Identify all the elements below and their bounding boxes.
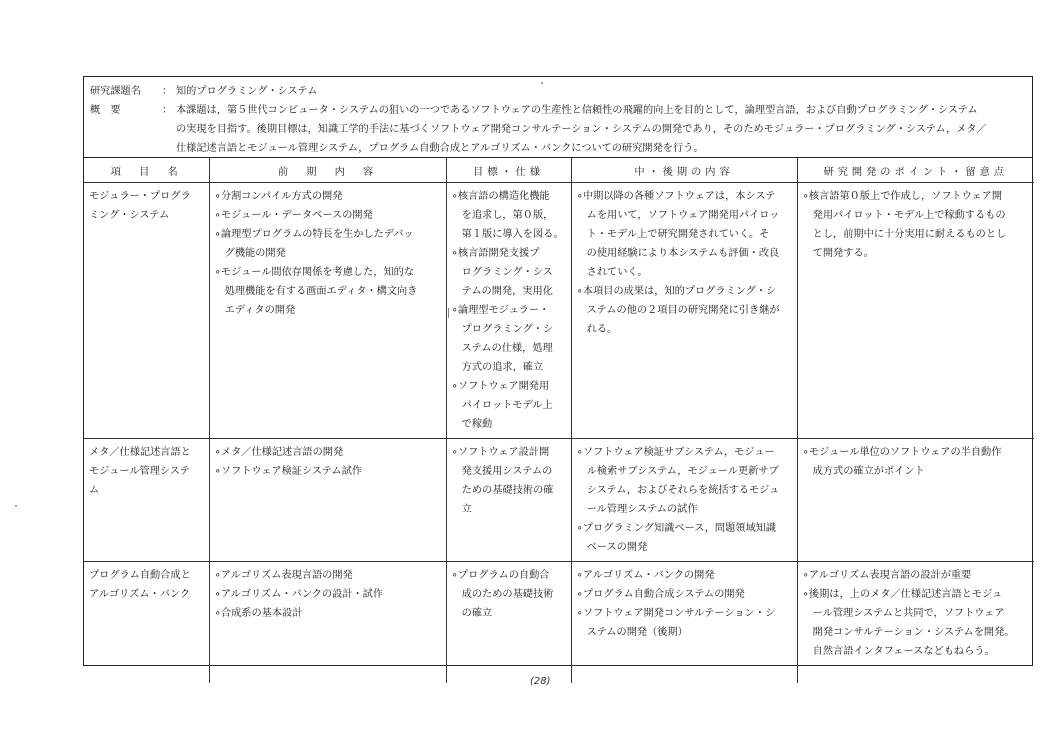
item-name-line: モジュール管理システ [89, 466, 190, 477]
cell-text-line: ∘核言語開発支援プ [451, 248, 540, 259]
cell-text-line: ログラミング・シス [451, 267, 553, 278]
cell-text-line: テムの開発，実用化 [451, 286, 553, 297]
cell-text-line: 成方式の確立がポイント [802, 466, 925, 477]
cell-item [84, 439, 209, 562]
cell-text-line: ∘本項目の成果は，知的プログラミング・シ [576, 286, 777, 297]
table-row [84, 183, 1034, 439]
cell-text-line: されていく。 [576, 267, 648, 278]
cell-text-line: ∘中期以降の各種ソフトウェアは，本システ [576, 191, 776, 202]
cell-points [797, 183, 1034, 439]
item-name-line: ム [89, 485, 100, 496]
cell-text-line: ∘モジュール・データベースの開発 [214, 210, 373, 221]
cell-text-line: 成のための基礎技術 [451, 589, 554, 600]
page-number: (28) [530, 676, 551, 687]
cell-text-line: ∘分割コンパイル方式の開発 [214, 191, 343, 202]
cell-text-line: 第１版に導入を図る。 [451, 229, 564, 240]
cell-text-line: 発用パイロット・モデル上で稼動するもの [802, 210, 1006, 221]
cell-text-line: エディタの開発 [214, 305, 296, 316]
cell-text-line: ∘アルゴリズム表現言語の開発 [214, 570, 353, 581]
column-header-points: 研究開発のポイント・留意点 [797, 158, 1034, 183]
cell-early [209, 562, 446, 683]
item-name-line: モジュラー・プログラ [89, 191, 191, 202]
cell-text-line: ための基礎技術の確 [451, 485, 554, 496]
cell-text-line: ∘メタ／仕様記述言語の開発 [214, 447, 344, 458]
summary-label: 概 要 [90, 105, 121, 116]
cell-text-line: ル検索サブシステム，モジュール更新サブ [576, 466, 779, 477]
cell-later [571, 439, 797, 562]
scan-speck [15, 505, 17, 507]
cell-text-line: の確立 [451, 608, 493, 619]
cell-text-line: ∘ソフトウェア検証サブシステム，モジュー [576, 447, 775, 458]
cell-early [209, 183, 446, 439]
column-header-later: 中・後期の内容 [571, 158, 797, 183]
cell-text-line: ∘アルゴリズム・バンクの設計・試作 [214, 589, 384, 600]
cell-text-line: ∘ソフトウェア開発コンサルテーション・シ [576, 608, 776, 619]
research-table [84, 158, 1034, 683]
cell-text-line: パイロットモデル上 [451, 400, 553, 411]
cell-later [571, 562, 797, 683]
cell-text-line: ∘モジュール単位のソフトウェアの半自動作 [802, 447, 1002, 458]
cell-text-line: ステムの他の２項目の研究開発に引き継が [576, 305, 780, 316]
cell-target [446, 562, 571, 683]
cell-text-line: ∘核言語の構造化機能 [451, 191, 550, 202]
cell-text-line: ∘合成系の基本設計 [214, 608, 303, 619]
table-row [84, 439, 1034, 562]
item-name-line: メタ／仕様記述言語と [89, 447, 191, 458]
cell-text-line: ∘ソフトウェア設計開 [451, 447, 550, 458]
cell-text-line: とし，前期中に十分実用に耐えるものとし [802, 229, 1007, 240]
cell-target [446, 439, 571, 562]
cell-text-line: ステムの仕様，処理 [451, 343, 553, 354]
cell-text-line: グ機能の開発 [214, 248, 286, 259]
cell-text-line: 発支援用システムの [451, 466, 553, 477]
item-name-line: アルゴリズム・バンク [89, 589, 191, 600]
column-header-early: 前 期 内 容 [209, 158, 446, 183]
cell-text-line: ∘プログラムの自動合 [451, 570, 550, 581]
cell-text-line: 自然言語インタフェースなどもねらう。 [802, 646, 995, 657]
title-value: 知的プログラミング・システム [176, 86, 318, 97]
cell-text-line: ∘核言語第０版上で作成し，ソフトウェア開 [802, 191, 1003, 202]
document-sheet [83, 76, 1033, 666]
cell-text-line: れる。 [576, 324, 618, 335]
column-header-item: 項 目 名 [84, 158, 209, 183]
document-header [84, 77, 1032, 158]
cell-text-line: 方式の追求，確立 [451, 362, 544, 373]
cell-text-line: ト・モデル上で研究開発されていく。そ [576, 229, 770, 240]
cell-text-line: ∘論理型モジュラー・ [451, 305, 550, 316]
table-body [84, 183, 1034, 683]
cell-text-line: 立 [451, 504, 472, 515]
column-header-target: 目標・仕様 [446, 158, 571, 183]
summary-row: 概 要 ： 本課題は，第５世代コンピュータ・システムの狙いの一つであるソフトウェアの生産性と信頼性の飛躍的向上を目的として，論理型言語，および自動プログラミング・システム [90, 101, 1026, 120]
cell-later [571, 183, 797, 439]
cell-text-line: ∘ソフトウェア検証システム試作 [214, 466, 363, 477]
cell-text-line: の使用経験により本システムも評価・改良 [576, 248, 780, 259]
summary-line: 仕様記述言語とモジュール管理システム，プログラム自動合成とアルゴリズム・バンクについての研究開発を行う。 [176, 143, 704, 154]
cell-text-line: 処理機能を有する画面エディタ・構文向き [214, 286, 418, 297]
cell-text-line: ベースの開発 [576, 542, 648, 553]
cell-item [84, 183, 209, 439]
cell-text-line: ∘プログラム自動合成システムの開発 [576, 589, 745, 600]
cell-text-line: を追求し，第０版， [451, 210, 554, 221]
cell-text-line: ∘アルゴリズム表現言語の設計が重要 [802, 570, 972, 581]
cell-target [446, 183, 571, 439]
cell-text-line: ール管理システムと共同で，ソフトウェア [802, 608, 1005, 619]
cell-text-line: ∘モジュール間依存関係を考慮した，知的な [214, 267, 415, 278]
summary-line: 本課題は，第５世代コンピュータ・システムの狙いの一つであるソフトウェアの生産性と信頼性の飛躍的向上を目的として，論理型言語，および自動プログラミング・システム [176, 105, 978, 116]
cell-text-line: ∘プログラミング知識ベース，問題領域知識 [576, 523, 777, 534]
cell-points [797, 562, 1034, 683]
cell-text-line: ール管理システムの試作 [576, 504, 698, 515]
title-row: 研究課題名 ： 知的プログラミング・システム [90, 82, 1026, 101]
item-name-line: プログラム自動合成と [89, 570, 191, 581]
cell-text-line: ∘アルゴリズム・バンクの開発 [576, 570, 715, 581]
cell-text-line: で稼動 [451, 419, 493, 430]
cell-text-line: ステムの開発（後期） [576, 627, 688, 638]
cell-text-line: プログラミング・シ [451, 324, 554, 335]
cell-text-line: ∘後期は，上のメタ／仕様記述言語とモジュ [802, 589, 1003, 600]
title-label: 研究課題名 [90, 86, 141, 97]
cell-text-line: ∘論理型プログラムの特長を生かしたデバッ [214, 229, 414, 240]
item-name-line: ミング・システム [89, 210, 170, 221]
summary-line: の実現を目指す。後期目標は，知識工学的手法に基づくソフトウェア開発コンサルテーション・システムの開発であり，そのためモジュラー・プログラミング・システム，メタ／ [176, 124, 987, 135]
scan-speck [541, 82, 543, 84]
cell-text-line: 開発コンサルテーション・システムを開発。 [802, 627, 1015, 638]
cell-text-line: ∘ソフトウェア開発用 [451, 381, 550, 392]
scan-mark [448, 308, 449, 318]
cell-early [209, 439, 446, 562]
table-header-row [84, 158, 1034, 183]
cell-text-line: て開発する。 [802, 248, 874, 259]
cell-item [84, 562, 209, 683]
cell-text-line: ムを用いて，ソフトウェア開発用パイロッ [576, 210, 780, 221]
cell-text-line: システム，およびそれらを統括するモジュ [576, 485, 780, 496]
table-row [84, 562, 1034, 683]
cell-points [797, 439, 1034, 562]
